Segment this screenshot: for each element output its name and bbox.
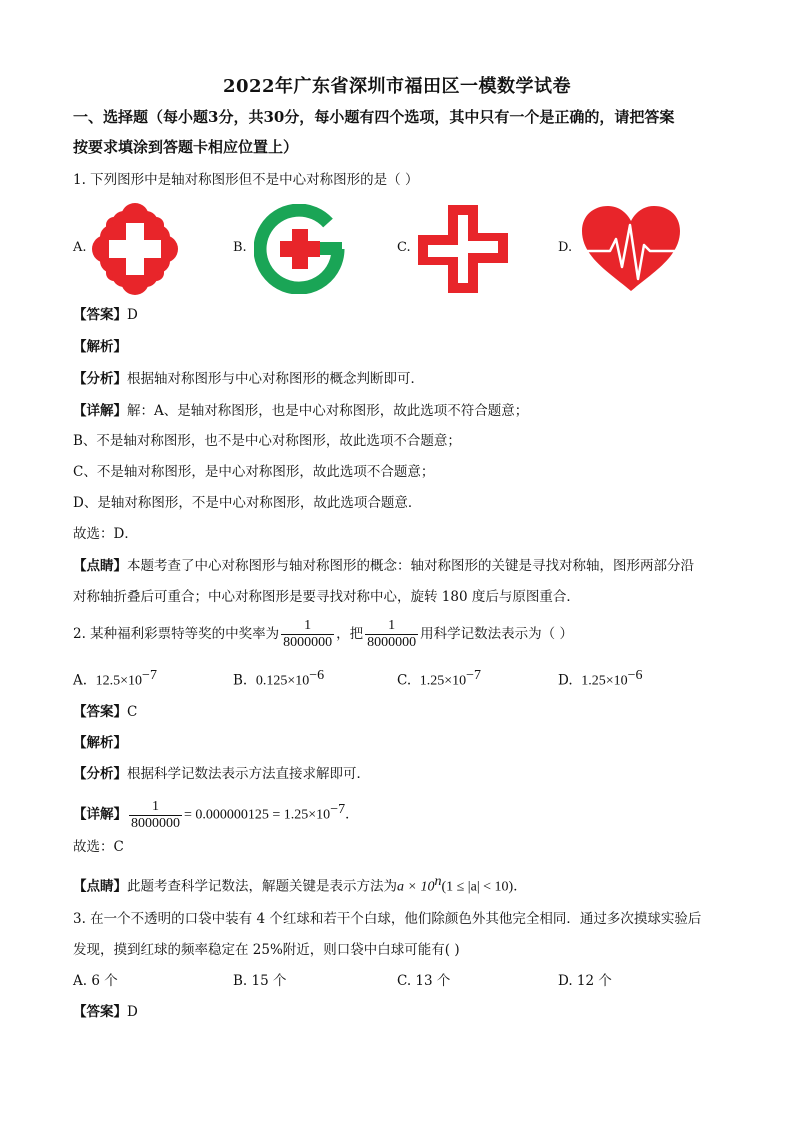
answer-tag: 【答案】: [73, 1004, 127, 1020]
option-exponent: −7: [466, 668, 482, 683]
fraction-denominator: 8000000: [283, 635, 333, 650]
fenxi-text: 根据轴对称图形与中心对称图形的概念判断即可．: [127, 371, 424, 387]
q1-dianjing-2: 对称轴折叠后可重合；中心对称图形是要寻找对称中心，旋转 180 度后与原图重合．: [73, 589, 580, 605]
q2-fraction-2: [365, 618, 418, 651]
fenxi-tag: 【分析】: [73, 766, 127, 782]
q2-detail-fraction: [129, 799, 182, 832]
fraction-numerator: 1: [152, 798, 159, 814]
dianjing-end: ．: [513, 878, 527, 895]
q2-stem-part-b: ，把: [336, 626, 364, 642]
dianjing-tag: 【点睛】: [73, 558, 127, 574]
q3-stem-1: 3. 在一个不透明的口袋中装有 4 个红球和若干个白球，他们除颜色外其他完全相同．通过多次摸球实验后: [73, 911, 702, 927]
q1-dianjing: [73, 556, 694, 576]
analysis-tag: 【解析】: [73, 339, 127, 355]
option-label: A.: [73, 672, 88, 689]
detail-tag: 【详解】: [73, 403, 127, 419]
fenxi-tag: 【分析】: [73, 371, 127, 387]
answer-tag: 【答案】: [73, 307, 127, 323]
red-pinwheel-cross-icon: [418, 205, 508, 293]
q2-option-c: [397, 666, 481, 692]
q2-choose: 故选：C: [73, 839, 124, 855]
answer-value: C: [127, 704, 138, 720]
dianjing-text: 此题考查科学记数法，解题关键是表示方法为: [127, 878, 397, 895]
q2-fenxi: [73, 764, 370, 784]
dianjing-formula: a × 10: [397, 879, 435, 895]
option-value: 1.25×10: [581, 673, 628, 689]
q2-stem-part-c: 用科学记数法表示为（ ）: [420, 626, 573, 642]
fraction-numerator: 1: [304, 618, 312, 633]
answer-value: D: [127, 1004, 138, 1020]
q1-detail-d: D、是轴对称图形，不是中心对称图形，故此选项合题意．: [73, 495, 422, 511]
q2-option-a: [73, 666, 157, 692]
q3-option-b: B. 15 个: [233, 973, 287, 989]
fenxi-text: 根据科学记数法表示方法直接求解即可．: [127, 766, 370, 782]
q3-option-d: D. 12 个: [558, 973, 612, 989]
dianjing-text-1: 本题考查了中心对称图形与轴对称图形的概念：轴对称图形的关键是寻找对称轴，图形两部分沿: [127, 558, 694, 574]
dianjing-exponent: n: [434, 874, 442, 889]
q1-answer: [73, 305, 138, 325]
section-heading-line2: 按要求填涂到答题卡相应位置上）: [73, 138, 299, 156]
option-label: B.: [233, 672, 248, 689]
dianjing-tag: 【点睛】: [73, 878, 127, 895]
q1-option-a-label: A.: [73, 240, 87, 255]
q3-answer: [73, 1002, 138, 1022]
q2-stem-part-a: 2. 某种福利彩票特等奖的中奖率为: [73, 626, 280, 642]
green-circle-cross-icon: [254, 204, 346, 294]
q2-fraction-1: [281, 618, 334, 651]
q1-analysis-tag: [73, 337, 127, 357]
q1-choose: 故选：D．: [73, 526, 138, 542]
option-label: D.: [558, 672, 573, 689]
detail-text-a: 解：A、是轴对称图形，也是中心对称图形，故此选项不符合题意；: [127, 403, 529, 419]
q1-detail-b: B、不是轴对称图形，也不是中心对称图形，故此选项不合题意；: [73, 433, 461, 449]
page-title: 2022年广东省深圳市福田区一模数学试卷: [222, 76, 572, 97]
fraction-numerator: 1: [388, 618, 396, 633]
q2-option-d: [558, 666, 643, 692]
q1-detail: [73, 401, 528, 421]
red-cross-flower-icon: [92, 203, 178, 295]
q1-fenxi: [73, 369, 424, 389]
q2-analysis-tag: [73, 733, 127, 753]
q2-dianjing: [73, 872, 527, 898]
option-label: C.: [397, 672, 412, 689]
q1-stem: 1. 下列图形中是轴对称图形但不是中心对称图形的是（ ）: [73, 172, 419, 188]
detail-tag: 【详解】: [73, 806, 127, 823]
detail-end: ．: [345, 806, 359, 823]
q2-answer: [73, 702, 137, 722]
answer-value: D: [127, 307, 138, 323]
dianjing-condition: (1 ≤ |a| < 10): [441, 879, 514, 895]
option-exponent: −6: [309, 668, 325, 683]
detail-exponent: −7: [330, 802, 346, 817]
section-heading-line1: 一、选择题（每小题3分，共30分，每小题有四个选项，其中只有一个是正确的，请把答案: [73, 108, 675, 126]
q2-stem: [73, 614, 573, 654]
q2-detail: [73, 790, 359, 836]
q1-detail-c: C、不是轴对称图形，是中心对称图形，故此选项不合题意；: [73, 464, 435, 480]
fraction-denominator: 8000000: [131, 815, 180, 831]
q3-stem-2: 发现，摸到红球的频率稳定在 25%附近，则口袋中白球可能有( ): [73, 942, 460, 958]
q1-option-b-label: B.: [233, 240, 247, 255]
q3-option-c: C. 13 个: [397, 973, 451, 989]
option-value: 0.125×10: [255, 673, 310, 689]
analysis-tag: 【解析】: [73, 735, 127, 751]
q1-option-c-label: C.: [397, 240, 411, 255]
q1-option-d-label: D.: [558, 240, 573, 255]
option-value: 12.5×10: [95, 673, 143, 689]
fraction-denominator: 8000000: [367, 635, 417, 650]
option-exponent: −7: [142, 668, 157, 683]
option-value: 1.25×10: [419, 673, 467, 689]
heart-ecg-icon: [580, 205, 682, 293]
q3-option-a: A. 6 个: [73, 973, 118, 989]
answer-tag: 【答案】: [73, 704, 127, 720]
option-exponent: −6: [627, 668, 643, 683]
q2-option-b: [233, 666, 324, 692]
detail-equation: = 0.000000125 = 1.25×10: [184, 807, 331, 823]
